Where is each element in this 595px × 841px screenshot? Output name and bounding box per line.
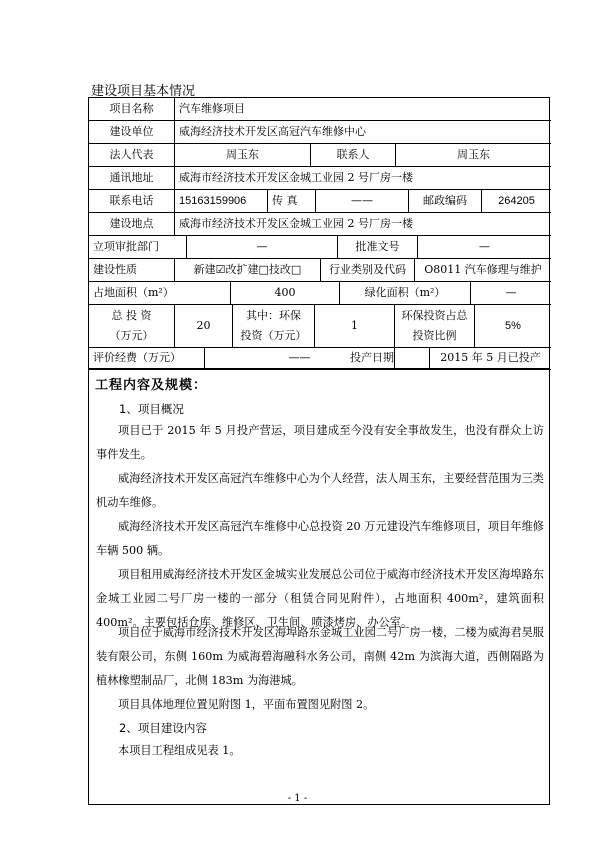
subheading-construction: 2、项目建设内容: [119, 721, 207, 735]
contact-label: 联系人: [311, 144, 396, 167]
date: 2015 年 5 月已投产: [440, 351, 541, 364]
env-label: [233, 305, 315, 348]
env: 1: [315, 305, 395, 348]
paragraph-6: 项目具体地理位置见附图 1，平面布置图见附图 2。: [118, 698, 375, 711]
site: 威海市经济技术开发区金城工业园 2 号厂房一楼: [175, 213, 551, 236]
approval-no-label: 批准文号: [338, 236, 418, 259]
subheading-overview: 1、项目概况: [119, 402, 184, 416]
section-title: 建设项目基本情况: [91, 84, 196, 99]
paragraph-3: 威海经济技术开发区高冠汽车维修中心总投资 20 万元建设汽车维修项目，项目年维修车辆 500 辆。: [96, 520, 544, 557]
eval-label: 评价经费（万元）: [89, 348, 205, 368]
site-label: 建设地点: [89, 213, 175, 236]
postcode-label: 邮政编码: [409, 190, 482, 213]
ratio: 5%: [475, 305, 551, 348]
project-content: [88, 369, 550, 805]
address: 威海市经济技术开发区金城工业园 2 号厂房一楼: [175, 167, 551, 190]
nature-label: 建设性质: [89, 259, 175, 282]
green: —: [471, 282, 551, 305]
green-label: 绿化面积（m²）: [340, 282, 471, 305]
invest-label: [89, 305, 175, 348]
eval: ——: [205, 348, 395, 368]
paragraph-7: 本项目工程组成见表 1。: [118, 744, 241, 757]
legal-rep-label: 法人代表: [89, 144, 175, 167]
env-label-line2: 投资（万元）: [240, 329, 307, 342]
area: 400: [231, 282, 340, 305]
ratio-label-line2: 投资比例: [412, 329, 457, 342]
page-number: - 1 -: [287, 793, 308, 804]
company: 威海经济技术开发区高冠汽车维修中心: [175, 121, 551, 144]
nature: 新建☑改扩建□技改□: [175, 259, 321, 282]
content-heading: 工程内容及规模：: [95, 378, 208, 393]
env-label-line1: 其中：环保: [246, 309, 301, 322]
invest-label-line1: 总 投 资: [111, 309, 152, 322]
ratio-label: [395, 305, 475, 348]
date-label: 投产日期: [315, 348, 430, 368]
contact: 周玉东: [396, 144, 551, 167]
ratio-label-line1: 环保投资占总: [401, 309, 468, 322]
invest: 20: [175, 305, 233, 348]
fax: ——: [316, 190, 409, 213]
approval-dept-label: 立项审批部门: [89, 236, 187, 259]
industry: O8011 汽车修理与维护: [415, 259, 551, 282]
postcode: 264205: [482, 190, 551, 213]
approval-no: —: [418, 236, 551, 259]
project-name: 汽车维修项目: [175, 98, 551, 121]
paragraph-4: 项目租用威海经济技术开发区金城实业发展总公司位于威海市经济技术开发区海埠路东金城工业园二号厂房一楼的一部分（租赁合同见附件），占地面积 400m²，建筑面积 400m²。主要包括仓库、维修区、卫生间、喷漆烤房、办公室。: [96, 568, 544, 629]
company-label: 建设单位: [89, 121, 175, 144]
divider: [89, 369, 551, 370]
industry-label: 行业类别及代码: [321, 259, 415, 282]
paragraph-2: 威海经济技术开发区高冠汽车维修中心为个人经营，法人周玉东，主要经营范围为三类机动车维修。: [96, 472, 544, 509]
fax-label: 传 真: [268, 190, 316, 213]
invest-label-line2: （万元）: [109, 329, 154, 342]
phone: 15163159906: [175, 190, 268, 213]
address-label: 通讯地址: [89, 167, 175, 190]
legal-rep: 周玉东: [175, 144, 311, 167]
paragraph-5: 项目位于威海市经济技术开发区海埠路东金城工业园二号厂房一楼，二楼为威海君昊服装有限公司，东侧 160m 为威海碧海融科水务公司，南侧 42m 为滨海大道，西侧隔路为植林橡塑制品厂，北侧 183m 为海港城。: [96, 626, 544, 687]
paragraph-1: 项目已于 2015 年 5 月投产营运，项目建成至今没有安全事故发生，也没有群众上访事件发生。: [96, 424, 544, 461]
area-label: 占地面积（m²）: [89, 282, 231, 305]
phone-label: 联系电话: [89, 190, 175, 213]
basic-info-table: [88, 97, 550, 369]
project-name-label: 项目名称: [89, 98, 175, 121]
approval-dept: —: [187, 236, 338, 259]
